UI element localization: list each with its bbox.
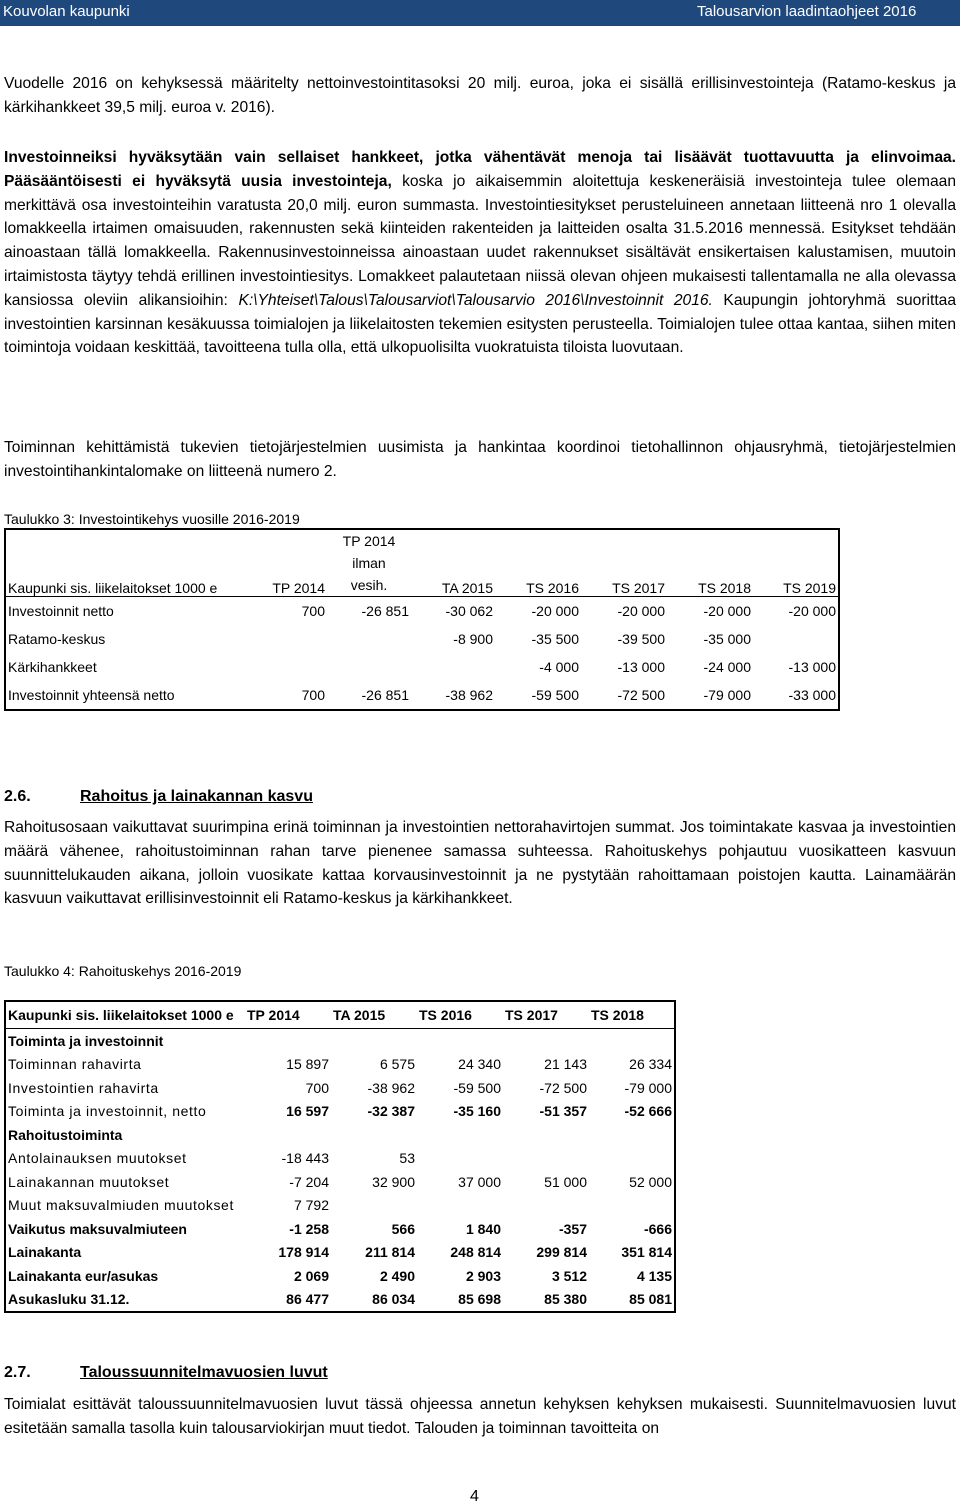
folder-path: K:\Yhteiset\Talous\Talousarviot\Talousarvio 2016\Investoinnit 2016. (238, 291, 713, 309)
cell: -38 962 (367, 1079, 415, 1096)
cell: -20 000 (788, 603, 836, 619)
row-label: Antolainauksen muutokset (8, 1150, 187, 1167)
cell: 3 512 (551, 1267, 587, 1284)
row-label: Vaikutus maksuvalmiuteen (8, 1220, 187, 1237)
cell: 15 897 (286, 1056, 329, 1073)
cell: 700 (301, 687, 325, 703)
cell: -33 000 (788, 687, 836, 703)
row-label: Toiminta ja investoinnit, netto (8, 1103, 207, 1120)
cell (331, 1194, 417, 1218)
col-header-ts2018: TS 2018 (591, 1007, 644, 1023)
cell: 2 069 (293, 1267, 329, 1284)
row-label: Lainakannan muutokset (8, 1173, 170, 1190)
header-doc-title: Talousarvion laadintaohjeet 2016 (697, 3, 917, 20)
cell: 211 814 (365, 1244, 415, 1261)
cell: -30 062 (445, 603, 493, 619)
cell (589, 1194, 675, 1218)
table-row (5, 597, 839, 626)
cell: 700 (305, 1079, 329, 1096)
table3-caption: Taulukko 3: Investointikehys vuosille 2016-2019 (4, 511, 300, 527)
cell: 178 914 (278, 1244, 329, 1261)
cell: -20 000 (531, 603, 579, 619)
cell: -20 000 (617, 603, 665, 619)
cell: -38 962 (445, 687, 493, 703)
cell (255, 625, 327, 653)
cell: 351 814 (621, 1244, 672, 1261)
cell: -24 000 (703, 659, 751, 675)
investments-text-2: Kaupungin johtoryhmä suorittaa investointien karsinnan kesäkuussa toimialojen ja liikelaitosten tekemien esitysten perusteella. Toimialojen tulee ottaa kantaa, siihen miten toimintoja voidaan keskittää, tavoitteena tulla olla, että ulkopuolisilta vuokratuista tiloista luovutaan. (4, 291, 957, 357)
cell: -13 000 (617, 659, 665, 675)
col-header-entity: Kaupunki sis. liikelaitokset 1000 e (8, 1007, 234, 1023)
table-row (5, 1147, 675, 1171)
paragraph-investments (4, 146, 956, 360)
col-header-ts2016: TS 2016 (419, 1007, 472, 1023)
cell: 2 903 (465, 1267, 501, 1284)
cell: 86 477 (286, 1291, 329, 1308)
cell: -72 500 (539, 1079, 587, 1096)
row-label: Investointien rahavirta (8, 1079, 159, 1096)
row-label: Toiminnan rahavirta (8, 1056, 142, 1073)
table-row (5, 625, 839, 653)
cell: 7 792 (293, 1197, 329, 1214)
cell: 248 814 (450, 1244, 501, 1261)
paragraph-financing: Rahoitusosaan vaikuttavat suurimpina erinä toiminnan ja investointien nettorahavirtojen summat. Jos toimintakate kasvaa ja investointien määrä vähenee, rahoitustoiminnan rahan tarve pienenee samassa suhteessa. Rahoituskehys pohjautuu vuosikatteen kasvuun suunnittelukauden aikana, jolloin vuosikate kattaa korvausinvestoinnit ja ne pystytään rahoittamaan poistojen kautta. Lainamäärän kasvuun vaikuttavat erillisinvestoinnit eli Ratamo-keskus ja kärkihankkeet. (4, 819, 956, 908)
table-row (5, 1053, 675, 1077)
row-label: Ratamo-keskus (8, 631, 106, 647)
cell: -666 (643, 1220, 672, 1237)
paragraph-it-systems: Toiminnan kehittämistä tukevien tietojärjestelmien uusimista ja hankintaa koordinoi tietohallinnon ohjausryhmä, tietojärjestelmien investointihankintalomake on liitteenä numero 2. (4, 439, 956, 480)
table-row (5, 1217, 675, 1241)
cell: -8 900 (453, 631, 493, 647)
investments-text: koska jo aikaisemmin aloitettuja keskeneräisiä investointeja tulee olemaan merkittävä osa investointeihin varatusta 20,0 milj. euron summasta. Investointiesitykset perusteluineen annetaan liitteenä nro 1 olevalla lomakkeella irtaimen omaisuuden, rakennusten sekä kiinteiden rakenteiden ja laitteiden osalta 31.5.2016 mennessä. Esitykset tehdään ainoastaan tällä lomakkeella. Rakennusinvestoinneissa ainoastaan uudet rakennukset sisältävät ensikertaisen kalustamisen, muutoin irtaimistosta täytyy tehdä erillinen investointiesitys. Lomakkeet palautetaan niissä olevan ohjeen mukaisesti tallentamalla ne alla olevassa kansiossa oleviin alikansioihin: (4, 172, 956, 309)
cell: 16 597 (286, 1103, 329, 1120)
paragraph-plan-years: Toimialat esittävät taloussuunnitelmavuosien luvut tässä ohjeessa annetun kehyksen kehyksen mukaisesti. Suunnitelmavuosien luvut esitetään samalla tasolla kuin talousarviokirjan muut tiedot. Talouden ja toiminnan tavoitteita on (4, 1396, 956, 1437)
cell: -13 000 (788, 659, 836, 675)
cell: 6 575 (379, 1056, 415, 1073)
cell: 700 (301, 603, 325, 619)
col-header-ts2017: TS 2017 (505, 1007, 558, 1023)
financing-frame-table (4, 1000, 676, 1313)
cell (589, 1147, 675, 1171)
cell: 37 000 (458, 1173, 501, 1190)
cell: -59 500 (453, 1079, 501, 1096)
table-row (5, 681, 839, 710)
cell: 86 034 (372, 1291, 415, 1308)
table-row (5, 1029, 675, 1053)
row-label: Investoinnit yhteensä netto (8, 687, 175, 703)
cell: -20 000 (703, 603, 751, 619)
cell (411, 653, 495, 681)
cell: 21 143 (544, 1056, 587, 1073)
table-header-row (5, 1001, 675, 1029)
cell: 85 698 (458, 1291, 501, 1308)
table-header-row (5, 529, 839, 597)
table-row (5, 1288, 675, 1313)
header-org: Kouvolan kaupunki (3, 3, 130, 20)
page-header (0, 0, 960, 26)
cell: 85 081 (629, 1291, 672, 1308)
col-header-ts2016: TS 2016 (526, 580, 579, 596)
table-row (5, 653, 839, 681)
table-row (5, 1264, 675, 1288)
table-row (5, 1170, 675, 1194)
table4-caption: Taulukko 4: Rahoituskehys 2016-2019 (4, 963, 242, 979)
cell: 32 900 (372, 1173, 415, 1190)
cell: 1 840 (465, 1220, 501, 1237)
cell (255, 653, 327, 681)
cell: -59 500 (531, 687, 579, 703)
row-label: Lainakanta eur/asukas (8, 1267, 159, 1284)
col-header-ts2017: TS 2017 (612, 580, 665, 596)
cell: -7 204 (289, 1173, 329, 1190)
section-heading-2-7: 2.7. Taloussuunnitelmavuosien luvut (4, 1364, 328, 1381)
cell: 51 000 (544, 1173, 587, 1190)
cell (753, 625, 839, 653)
table-row (5, 1100, 675, 1124)
table-row (5, 1123, 675, 1147)
row-label: Muut maksuvalmiuden muutokset (8, 1197, 234, 1214)
row-label: Asukasluku 31.12. (8, 1291, 130, 1308)
cell (327, 653, 411, 681)
cell: 299 814 (536, 1244, 587, 1261)
page-number: 4 (470, 1488, 479, 1505)
row-label: Kärkihankkeet (8, 659, 97, 675)
cell: 26 334 (629, 1056, 672, 1073)
table-row (5, 1194, 675, 1218)
cell: -79 000 (703, 687, 751, 703)
col-header-ts2018: TS 2018 (698, 580, 751, 596)
cell: -72 500 (617, 687, 665, 703)
cell (327, 625, 411, 653)
cell: 2 490 (379, 1267, 415, 1284)
cell: -51 357 (539, 1103, 587, 1120)
cell: -18 443 (281, 1150, 329, 1167)
cell: 24 340 (458, 1056, 501, 1073)
col-header-tp2014: TP 2014 (272, 580, 325, 596)
table-row (5, 1076, 675, 1100)
cell: -52 666 (624, 1103, 672, 1120)
row-label: Toiminta ja investoinnit (8, 1032, 164, 1049)
cell: 4 135 (636, 1267, 672, 1284)
row-label: Lainakanta (8, 1244, 82, 1261)
col-header-tp2014: TP 2014 (247, 1007, 300, 1023)
cell: -26 851 (361, 687, 409, 703)
cell (503, 1147, 589, 1171)
investment-frame-table (4, 528, 840, 711)
cell: -35 160 (453, 1103, 501, 1120)
cell (503, 1194, 589, 1218)
cell: -32 387 (367, 1103, 415, 1120)
cell (417, 1194, 503, 1218)
col-header-ta2015: TA 2015 (333, 1007, 386, 1023)
col-header-entity: Kaupunki sis. liikelaitokset 1000 e (8, 580, 218, 596)
row-label: Investoinnit netto (8, 603, 114, 619)
cell: -35 000 (703, 631, 751, 647)
table-row (5, 1241, 675, 1265)
cell: -26 851 (361, 603, 409, 619)
col-header-ts2019: TS 2019 (783, 580, 836, 596)
section-heading-2-6: 2.6. Rahoitus ja lainakannan kasvu (4, 788, 313, 805)
col-header-tp2014-ilman: TP 2014 ilman vesih. (342, 533, 396, 593)
col-header-ta2015: TA 2015 (441, 580, 493, 596)
cell: -35 500 (531, 631, 579, 647)
cell: -357 (558, 1220, 587, 1237)
cell: -79 000 (624, 1079, 672, 1096)
cell: -1 258 (289, 1220, 329, 1237)
cell (417, 1147, 503, 1171)
paragraph-intro: Vuodelle 2016 on kehyksessä määritelty nettoinvestointitasoksi 20 milj. euroa, joka ei sisällä erillisinvestointeja (Ratamo-keskus ja kärkihankkeet 39,5 milj. euroa v. 2016). (4, 75, 956, 116)
row-label: Rahoitustoiminta (8, 1126, 123, 1143)
cell: 52 000 (629, 1173, 672, 1190)
cell: 85 380 (544, 1291, 587, 1308)
cell: 53 (399, 1150, 415, 1167)
investments-rule-bold: Investoinneiksi hyväksytään vain sellaiset hankkeet, jotka vähentävät menoja tai lisäävät tuottavuutta ja elinvoimaa. Pääsääntöisesti ei hyväksytä uusia investointeja, (4, 149, 956, 190)
cell: -4 000 (539, 659, 579, 675)
cell: -39 500 (617, 631, 665, 647)
cell: 566 (391, 1220, 415, 1237)
